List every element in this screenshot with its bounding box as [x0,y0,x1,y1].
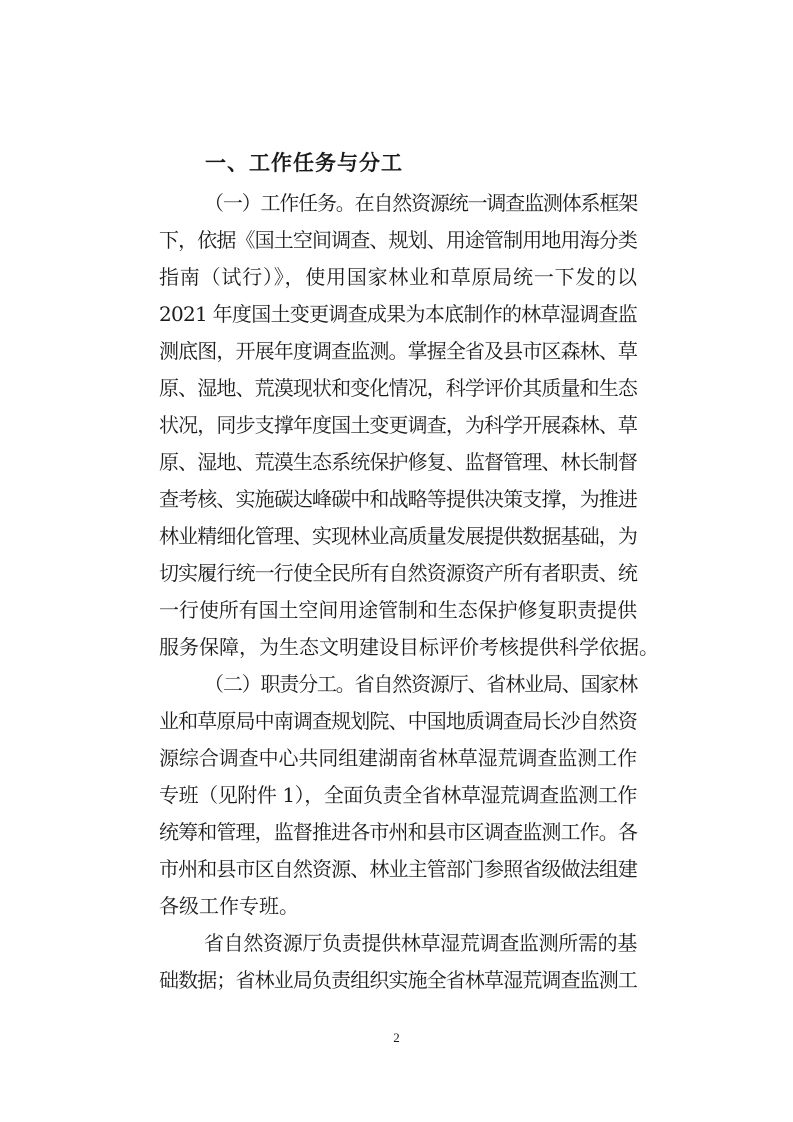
text-line: 原、湿地、荒漠生态系统保护修复、监督管理、林长制督 [159,450,637,474]
text-line: 2021 年度国土变更调查成果为本底制作的林草湿调查监 [159,302,637,326]
text-line: 切实履行统一行使全民所有自然资源资产所有者职责、统 [159,561,637,585]
text-line: 省自然资源厅负责提供林草湿荒调查监测所需的基 [204,931,637,955]
text-line: 查考核、实施碳达峰碳中和战略等提供决策支撑，为推进 [159,487,637,511]
text-line: 下，依据《国土空间调查、规划、用途管制用地用海分类 [159,228,637,252]
text-line: 础数据；省林业局负责组织实施全省林草湿荒调查监测工 [159,968,637,992]
page-number: 2 [393,1030,400,1045]
text-line: 源综合调查中心共同组建湖南省林草湿荒调查监测工作 [159,746,637,770]
text-line: （二）职责分工。省自然资源厅、省林业局、国家林 [204,672,637,696]
text-line: 测底图，开展年度调查监测。掌握全省及县市区森林、草 [159,339,637,363]
text-line: 林业精细化管理、实现林业高质量发展提供数据基础，为 [159,524,637,548]
text-line: 各级工作专班。 [159,894,299,918]
text-line: 状况，同步支撑年度国土变更调查，为科学开展森林、草 [159,413,637,437]
text-line: 统筹和管理，监督推进各市州和县市区调查监测工作。各 [159,820,637,844]
text-line: 一行使所有国土空间用途管制和生态保护修复职责提供 [159,598,637,622]
text-line: 指南（试行）》，使用国家林业和草原局统一下发的以 [159,265,637,289]
text-line: 原、湿地、荒漠现状和变化情况，科学评价其质量和生态 [159,376,637,400]
section-heading: 一、工作任务与分工 [205,151,403,175]
text-line: 服务保障，为生态文明建设目标评价考核提供科学依据。 [159,635,659,659]
text-line: 业和草原局中南调查规划院、中国地质调查局长沙自然资 [159,709,637,733]
text-line: （一）工作任务。在自然资源统一调查监测体系框架 [204,191,637,215]
text-line: 专班（见附件 1），全面负责全省林草湿荒调查监测工作 [159,783,637,807]
text-line: 市州和县市区自然资源、林业主管部门参照省级做法组建 [159,857,637,881]
